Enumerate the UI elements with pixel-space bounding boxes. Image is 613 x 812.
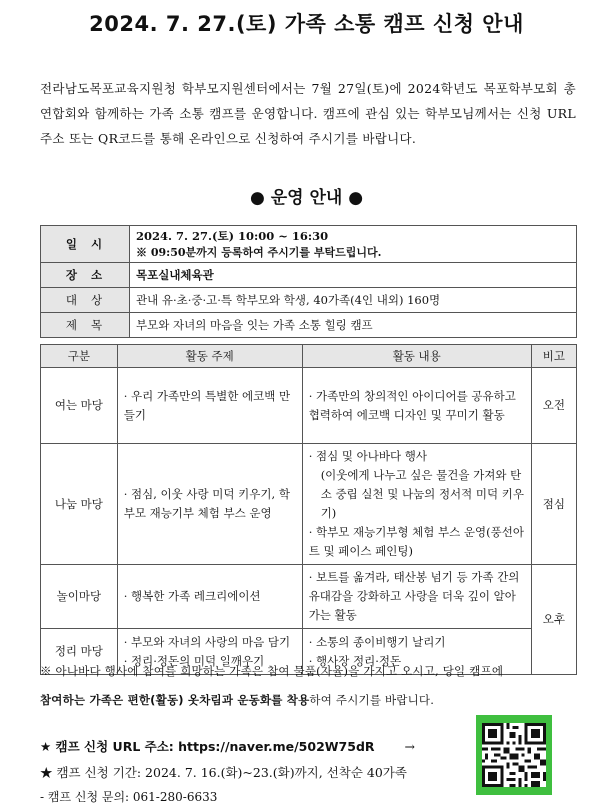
notice-note bbox=[40, 657, 580, 715]
content-line: · 행사장 정리·정돈 bbox=[308, 653, 402, 668]
signup-url-link[interactable]: ★ 캠프 신청 URL 주소: https://naver.me/502W75dR bbox=[40, 739, 375, 754]
section-cell: 정리 마당 bbox=[41, 629, 118, 675]
info-value: 목포실내체육관 bbox=[130, 263, 577, 288]
column-header: 구분 bbox=[41, 345, 118, 368]
info-label: 장소 bbox=[41, 263, 130, 288]
note-rest-text: 하여 주시기를 바랍니다. bbox=[309, 693, 435, 707]
activity-header-row bbox=[41, 345, 577, 368]
note-cell: 점심 bbox=[531, 444, 576, 565]
content-cell bbox=[302, 444, 531, 565]
info-table bbox=[40, 225, 577, 338]
table-row bbox=[41, 444, 577, 565]
info-label: 대상 bbox=[41, 288, 130, 313]
info-row-target bbox=[41, 288, 577, 313]
info-label: 제목 bbox=[41, 313, 130, 338]
info-value: 부모와 자녀의 마음을 잇는 가족 소통 힐링 캠프 bbox=[130, 313, 577, 338]
column-header: 비고 bbox=[531, 345, 576, 368]
info-value: 관내 유·초·중·고·특 학부모와 학생, 40가족(4인 내외) 160명 bbox=[130, 288, 577, 313]
note-line-2 bbox=[40, 686, 580, 715]
arrow-icon: → bbox=[404, 739, 415, 754]
activity-table bbox=[40, 344, 577, 675]
qr-code-icon bbox=[482, 721, 546, 789]
table-row bbox=[41, 565, 577, 629]
column-header: 활동 주제 bbox=[117, 345, 302, 368]
topic-cell: · 행복한 가족 레크리에이션 bbox=[117, 565, 302, 629]
page-title: 2024. 7. 27.(토) 가족 소통 캠프 신청 안내 bbox=[89, 12, 524, 36]
content-line: · 점심 및 아나바다 행사 bbox=[308, 449, 427, 463]
topic-cell: · 우리 가족만의 특별한 에코백 만들기 bbox=[117, 368, 302, 444]
content-line: (이웃에게 나누고 싶은 물건을 가져와 탄소 중립 실천 및 나눔의 정서적 미덕 키우기) bbox=[320, 468, 525, 520]
info-row-subject bbox=[41, 313, 577, 338]
contact-info: - 캠프 신청 문의: 061-280-6633 bbox=[40, 790, 218, 804]
info-row-place bbox=[41, 263, 577, 288]
topic-cell: · 점심, 이웃 사랑 미덕 키우기, 학부모 재능기부 체험 부스 운영 bbox=[117, 444, 302, 565]
topic-line: · 정리·정돈의 미덕 일깨우기 bbox=[123, 653, 265, 668]
signup-period: ★ 캠프 신청 기간: 2024. 7. 16.(화)~23.(화)까지, 선착순 40가족 bbox=[40, 765, 407, 780]
content-line: · 소통의 종이비행기 날리기 bbox=[308, 634, 446, 649]
content-cell: · 보트를 옮겨라, 태산봉 넘기 등 가족 간의 유대감을 강화하고 사랑을 더욱 깊이 알아가는 활동 bbox=[302, 565, 531, 629]
info-value: 2024. 7. 27.(토) 10:00 ~ 16:30 bbox=[136, 229, 329, 243]
note-cell: 오전 bbox=[531, 368, 576, 444]
qr-code[interactable] bbox=[476, 715, 552, 795]
note-cell: 오후 bbox=[531, 565, 576, 675]
section-cell: 놀이마당 bbox=[41, 565, 118, 629]
info-label: 일시 bbox=[41, 226, 130, 263]
note-line: ※ 아나바다 행사에 참여를 희망하는 가족은 참여 물품(자율)을 가지고 오시고, 당일 캠프에 bbox=[40, 664, 504, 678]
url-line bbox=[40, 737, 415, 755]
info-row-date bbox=[41, 226, 577, 263]
section-title: ● 운영 안내 ● bbox=[249, 188, 364, 208]
section-cell: 여는 마당 bbox=[41, 368, 118, 444]
note-bold-text: 참여하는 가족은 편한(활동) 옷차림과 운동화를 착용 bbox=[40, 693, 310, 707]
table-row bbox=[41, 368, 577, 444]
intro-paragraph: 전라남도목포교육지원청 학부모지원센터에서는 7월 27일(토)에 2024학년도 목포학부모회 총연합회와 함께하는 가족 소통 캠프를 운영합니다. 캠프에 관심 있는 학부모님께서는 신청 URL주소 또는 QR코드를 통해 온라인으로 신청하여 주시기를 바랍니다. bbox=[40, 81, 576, 146]
topic-line: · 부모와 자녀의 사랑의 마음 담기 bbox=[123, 634, 291, 649]
info-subnote: ※ 09:50분까지 등록하여 주시기를 부탁드립니다. bbox=[136, 246, 382, 259]
section-cell: 나눔 마당 bbox=[41, 444, 118, 565]
content-line: · 학부모 재능기부형 체험 부스 운영(풍선아트 및 페이스 페인팅) bbox=[308, 525, 524, 558]
column-header: 활동 내용 bbox=[302, 345, 531, 368]
content-cell: · 가족만의 창의적인 아이디어를 공유하고 협력하여 에코백 디자인 및 꾸미기 활동 bbox=[302, 368, 531, 444]
